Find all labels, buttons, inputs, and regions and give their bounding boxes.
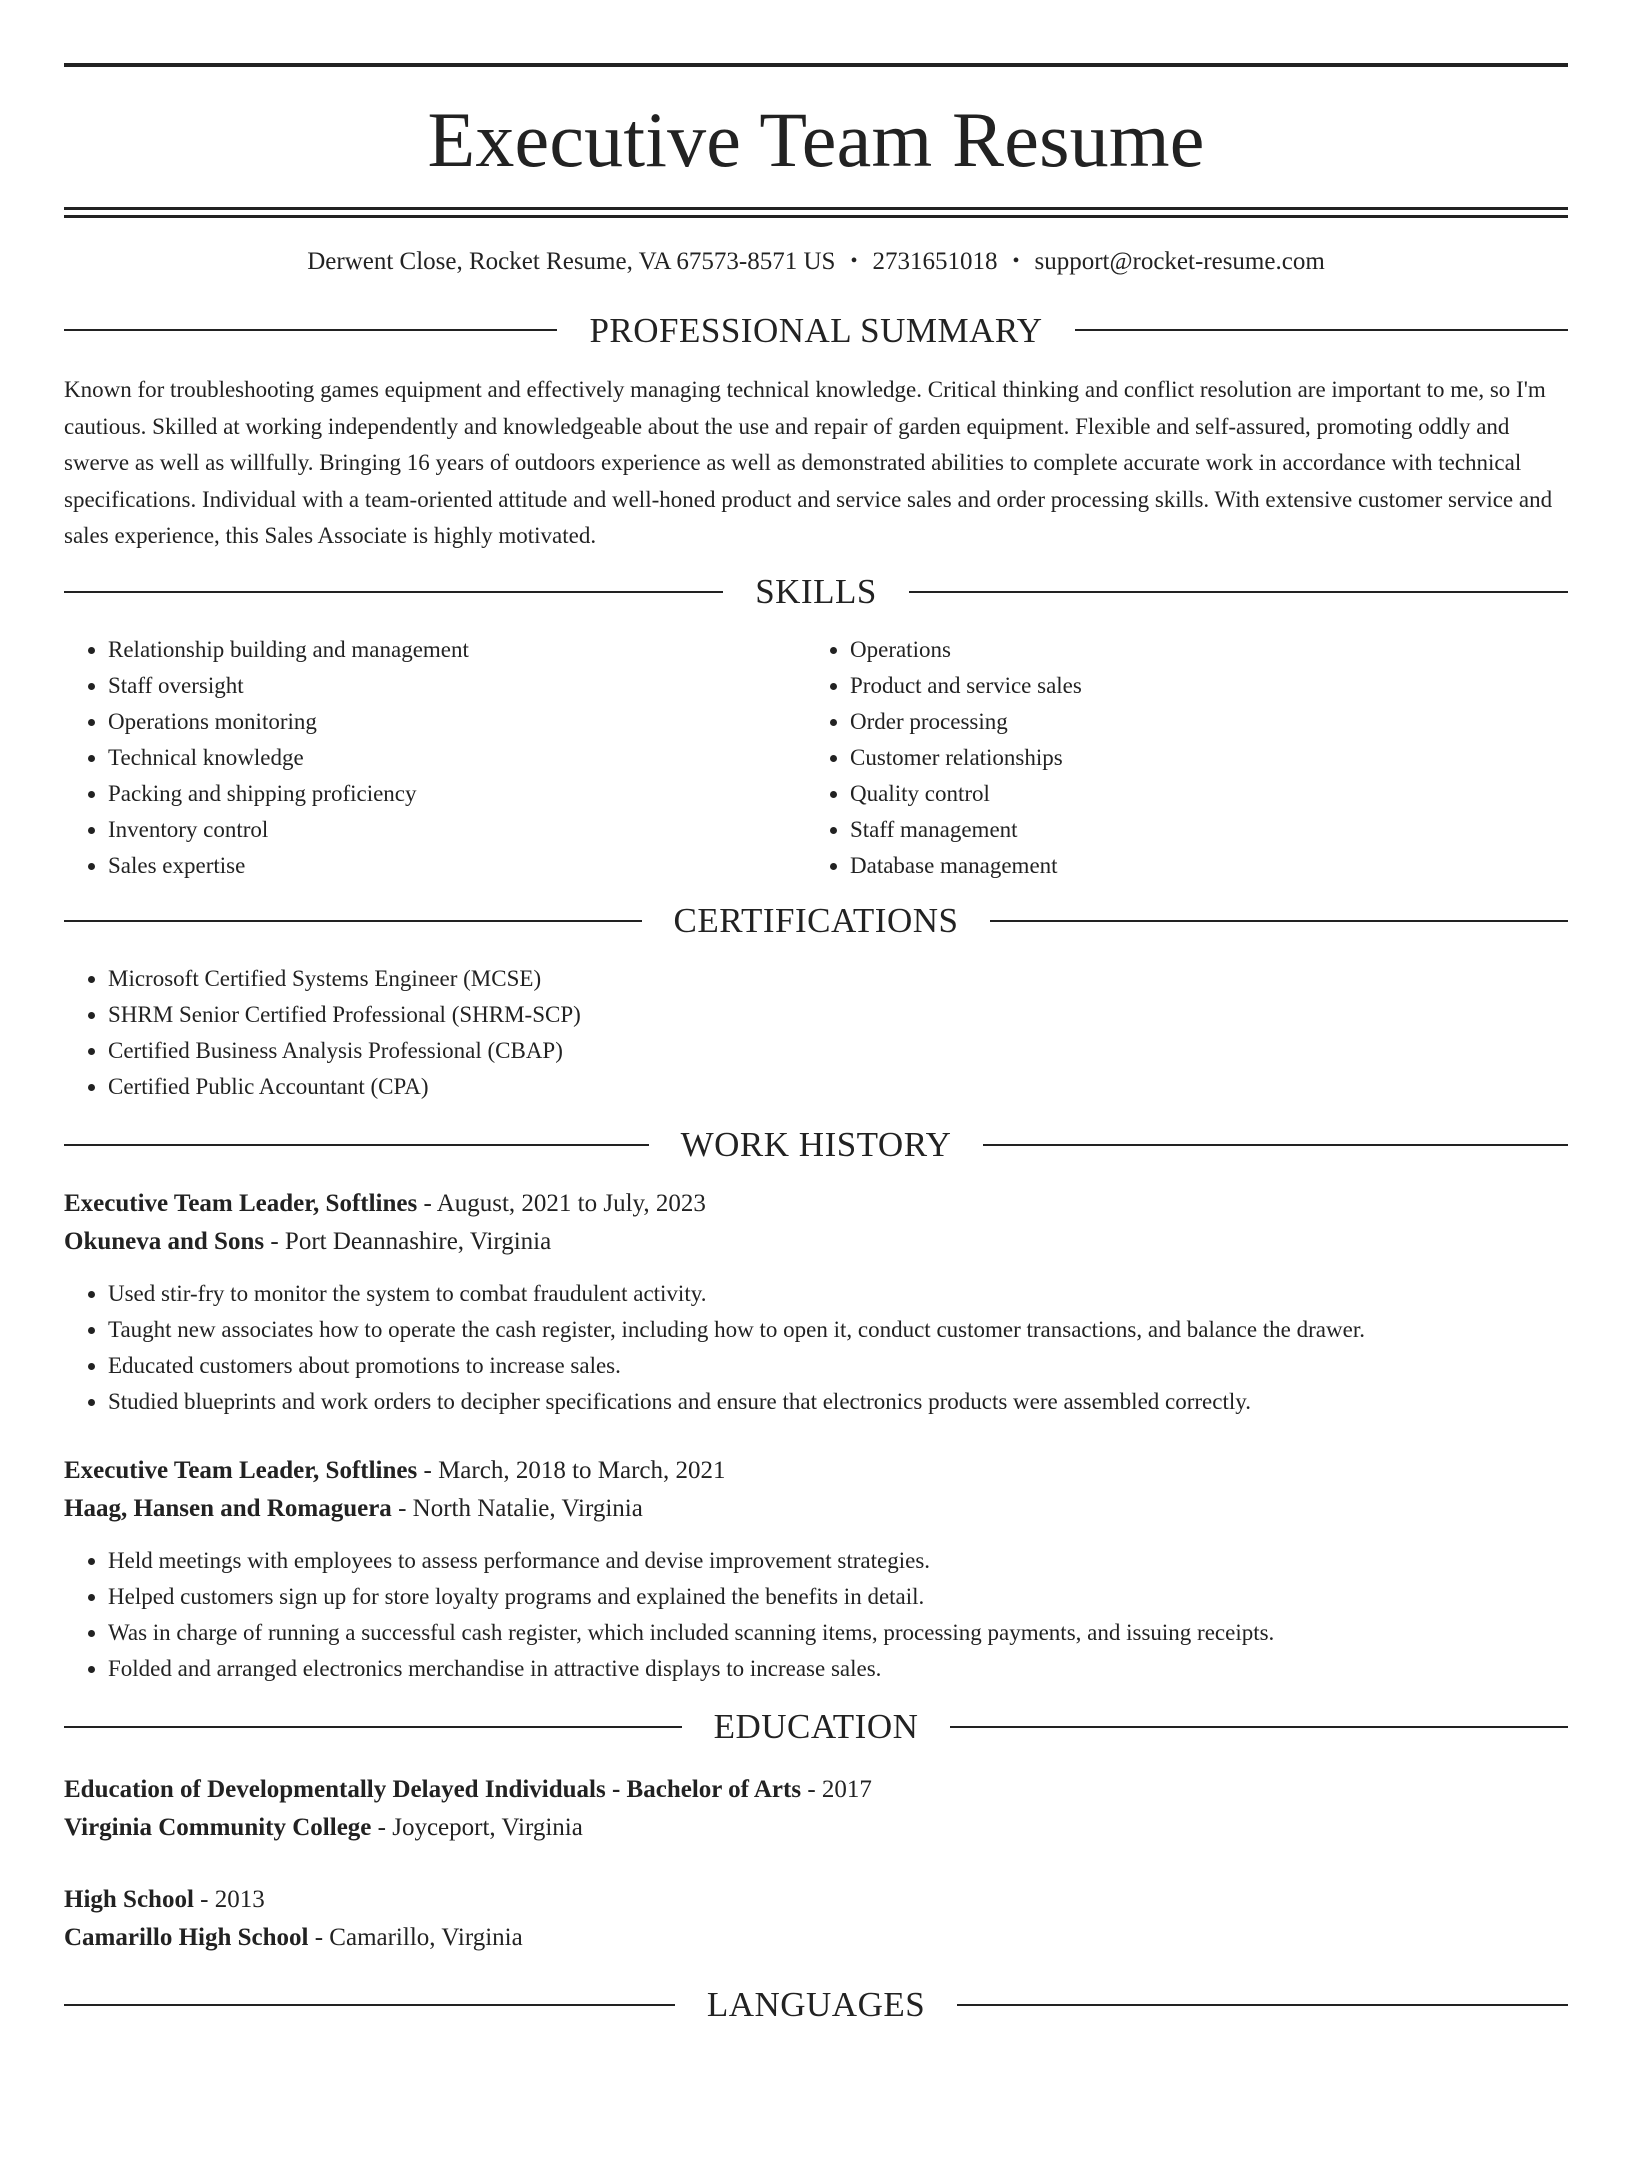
certification-item: • Microsoft Certified Systems Engineer (MCSE) [108, 961, 1568, 997]
skill-item: • Packing and shipping proficiency [108, 776, 806, 812]
job-bullet: • Taught new associates how to operate the cash register, including how to open it, conduct customer transactions, and balance the drawer. [108, 1312, 1568, 1348]
education-entry [64, 1881, 1568, 1957]
skill-item: • Technical knowledge [108, 740, 806, 776]
job-entry [64, 1452, 1568, 1687]
heading-rule [957, 2004, 1568, 2006]
education-degree: Education of Developmentally Delayed Individuals - Bachelor of Arts [64, 1775, 802, 1803]
education-degree-line [64, 1771, 1568, 1809]
heading-rule [64, 2004, 675, 2006]
education-school: Virginia Community College [64, 1813, 372, 1841]
certification-item: • Certified Public Accountant (CPA) [108, 1069, 1568, 1105]
education-year: - 2013 [193, 1885, 265, 1913]
skill-item: • Relationship building and management [108, 632, 806, 668]
skill-item: • Order processing [850, 704, 1548, 740]
job-dates: - March, 2018 to March, 2021 [417, 1456, 726, 1484]
job-bullets [64, 1276, 1568, 1420]
heading-rule [64, 920, 642, 922]
heading-rule [64, 1726, 682, 1728]
resume-title: Executive Team Resume [427, 96, 1205, 183]
work-heading-text: WORK HISTORY [680, 1125, 952, 1164]
heading-rule [909, 591, 1568, 593]
skill-item: • Staff management [850, 812, 1548, 848]
skill-item: • Operations [850, 632, 1548, 668]
skills-list-left [64, 632, 806, 884]
education-year: - 2017 [801, 1775, 872, 1803]
education-school-line [64, 1919, 1568, 1957]
contact-phone: 2731651018 [872, 248, 998, 275]
skill-item: • Product and service sales [850, 668, 1548, 704]
job-title: Executive Team Leader, Softlines [64, 1189, 418, 1217]
certification-item: • SHRM Senior Certified Professional (SHRM-SCP) [108, 997, 1568, 1033]
summary-heading-text: PROFESSIONAL SUMMARY [589, 310, 1043, 350]
education-location: - Camarillo, Virginia [308, 1923, 523, 1951]
education-heading [64, 1707, 1568, 1747]
education-school: Camarillo High School [64, 1923, 309, 1951]
job-company-line [64, 1223, 1568, 1261]
job-bullets [64, 1543, 1568, 1687]
skill-item: • Customer relationships [850, 740, 1548, 776]
skill-item: • Inventory control [108, 812, 806, 848]
certification-item: • Certified Business Analysis Professional (CBAP) [108, 1033, 1568, 1069]
skill-item: • Staff oversight [108, 668, 806, 704]
contact-separator: • [850, 250, 858, 272]
title-double-rule [64, 207, 1568, 218]
certifications-heading [64, 901, 1568, 941]
skills-list-right [806, 632, 1548, 884]
top-rule [64, 63, 1568, 67]
skill-item: • Operations monitoring [108, 704, 806, 740]
certifications-heading-text: CERTIFICATIONS [673, 901, 959, 940]
contact-line [64, 246, 1568, 278]
languages-heading [64, 1985, 1568, 2025]
job-bullet: • Folded and arranged electronics merchandise in attractive displays to increase sales. [108, 1651, 1568, 1687]
summary-text: Known for troubleshooting games equipment and effectively managing technical knowledge. Critical thinking and conflict resolution are important to me, so I'm cautious. Skilled at working independently and knowledgeable about the use and repair of garden equipment. Flexible and self-assured, promoting oddly and swerve as well as willfully. Bringing 16 years of outdoors experience as well as demonstrated abilities to complete accurate work in accordance with technical specifications. Individual with a team-oriented attitude and well-honed product and service sales and order processing skills. With extensive customer service and sales experience, this Sales Associate is highly motivated. [64, 377, 1553, 548]
job-bullet: • Held meetings with employees to assess performance and devise improvement strategies. [108, 1543, 1568, 1579]
education-degree: High School [64, 1885, 194, 1913]
job-bullet: • Studied blueprints and work orders to decipher specifications and ensure that electronics products were assembled correctly. [108, 1384, 1568, 1420]
education-heading-text: EDUCATION [713, 1707, 919, 1746]
job-bullet: • Helped customers sign up for store loyalty programs and explained the benefits in detail. [108, 1579, 1568, 1615]
job-bullet: • Used stir-fry to monitor the system to combat fraudulent activity. [108, 1276, 1568, 1312]
contact-address: Derwent Close, Rocket Resume, VA 67573-8571 US [307, 248, 836, 275]
heading-rule [1075, 329, 1568, 331]
work-heading [64, 1125, 1568, 1165]
skill-item: • Sales expertise [108, 848, 806, 884]
heading-rule [64, 329, 557, 331]
education-location: - Joyceport, Virginia [371, 1813, 583, 1841]
resume-page [0, 63, 1632, 2175]
summary-heading [64, 310, 1568, 350]
skill-item: • Database management [850, 848, 1548, 884]
job-title: Executive Team Leader, Softlines [64, 1456, 418, 1484]
skills-columns [64, 632, 1568, 884]
job-bullet: • Was in charge of running a successful cash register, which included scanning items, processing payments, and issuing receipts. [108, 1615, 1568, 1651]
education-school-line [64, 1809, 1568, 1847]
certifications-list [64, 961, 1568, 1105]
skills-heading-text: SKILLS [755, 572, 877, 611]
heading-rule [983, 1144, 1568, 1146]
job-company: Haag, Hansen and Romaguera [64, 1494, 392, 1522]
job-bullet: • Educated customers about promotions to increase sales. [108, 1348, 1568, 1384]
languages-heading-text: LANGUAGES [706, 1985, 926, 2024]
job-title-line [64, 1452, 1568, 1490]
job-title-line [64, 1185, 1568, 1223]
heading-rule [64, 591, 723, 593]
contact-separator: • [1012, 250, 1020, 272]
skill-item: • Quality control [850, 776, 1548, 812]
job-location: - North Natalie, Virginia [391, 1494, 643, 1522]
education-entry [64, 1771, 1568, 1847]
contact-email[interactable]: support@rocket-resume.com [1034, 248, 1325, 275]
job-company: Okuneva and Sons [64, 1227, 265, 1255]
job-entry [64, 1185, 1568, 1420]
heading-rule [950, 1726, 1568, 1728]
heading-rule [990, 920, 1568, 922]
job-location: - Port Deannashire, Virginia [264, 1227, 552, 1255]
education-degree-line [64, 1881, 1568, 1919]
job-company-line [64, 1490, 1568, 1528]
job-dates: - August, 2021 to July, 2023 [417, 1189, 706, 1217]
heading-rule [64, 1144, 649, 1146]
skills-heading [64, 572, 1568, 612]
